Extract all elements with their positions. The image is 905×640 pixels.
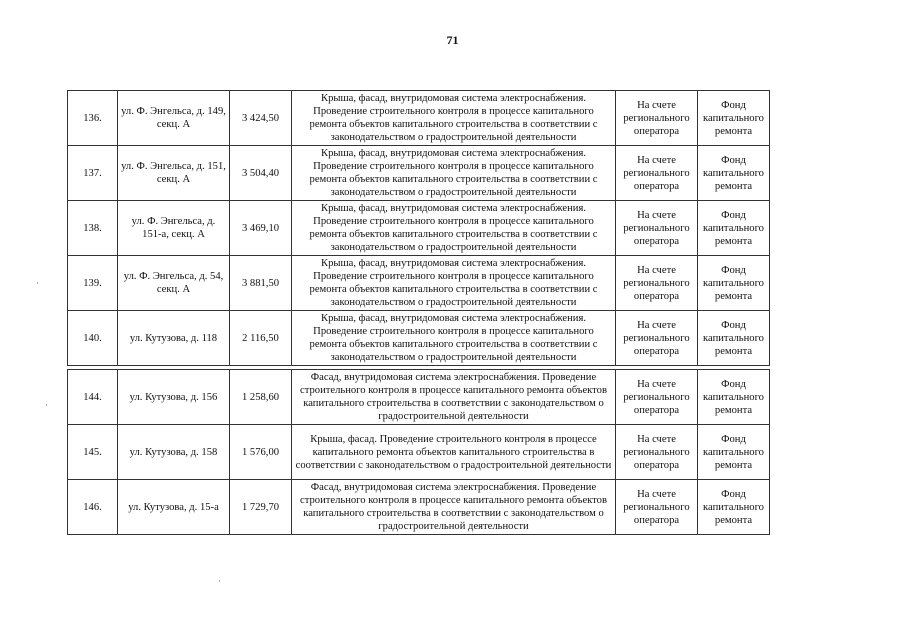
table-row — [68, 146, 770, 201]
area-cell: 3 424,50 — [230, 91, 292, 146]
address-cell: ул. Кутузова, д. 158 — [118, 425, 230, 480]
funding-source-cell: Фонд капитального ремонта — [698, 425, 770, 480]
row-number: 146. — [68, 480, 118, 535]
address-cell: ул. Ф. Энгельса, д. 151, секц. А — [118, 146, 230, 201]
account-cell: На счете регионального оператора — [616, 370, 698, 425]
address-cell: ул. Кутузова, д. 156 — [118, 370, 230, 425]
table-row — [68, 91, 770, 146]
row-number: 139. — [68, 256, 118, 311]
works-cell: Фасад, внутридомовая система электроснабжения. Проведение строительного контроля в процессе капитального ремонта объектов капитального строительства в соответствии с законодательством о градостроительной деятельности — [292, 480, 616, 535]
works-cell: Крыша, фасад, внутридомовая система электроснабжения. Проведение строительного контроля в процессе капитального ремонта объектов капитального строительства в соответствии с законодательством о градостроительной деятельности — [292, 146, 616, 201]
account-cell: На счете регионального оператора — [616, 425, 698, 480]
area-cell: 3 469,10 — [230, 201, 292, 256]
address-cell: ул. Ф. Энгельса, д. 149, секц. А — [118, 91, 230, 146]
funding-source-cell: Фонд капитального ремонта — [698, 201, 770, 256]
area-cell: 3 504,40 — [230, 146, 292, 201]
table-row — [68, 201, 770, 256]
funding-source-cell: Фонд капитального ремонта — [698, 146, 770, 201]
area-cell: 1 258,60 — [230, 370, 292, 425]
table-row — [68, 311, 770, 366]
row-number: 138. — [68, 201, 118, 256]
address-cell: ул. Кутузова, д. 15-а — [118, 480, 230, 535]
account-cell: На счете регионального оператора — [616, 256, 698, 311]
address-cell: ул. Ф. Энгельса, д. 54, секц. А — [118, 256, 230, 311]
area-cell: 3 881,50 — [230, 256, 292, 311]
table-row — [68, 480, 770, 535]
works-cell: Крыша, фасад, внутридомовая система электроснабжения. Проведение строительного контроля в процессе капитального ремонта объектов капитального строительства в соответствии с законодательством о градостроительной деятельности — [292, 311, 616, 366]
row-number: 144. — [68, 370, 118, 425]
page-number: 71 — [446, 33, 459, 47]
scan-speck: · — [218, 576, 221, 586]
area-cell: 1 729,70 — [230, 480, 292, 535]
area-cell: 2 116,50 — [230, 311, 292, 366]
area-cell: 1 576,00 — [230, 425, 292, 480]
address-cell: ул. Ф. Энгельса, д. 151-а, секц. А — [118, 201, 230, 256]
works-cell: Фасад, внутридомовая система электроснабжения. Проведение строительного контроля в процессе капитального ремонта объектов капитального строительства в соответствии с законодательством о градостроительной деятельности — [292, 370, 616, 425]
works-cell: Крыша, фасад. Проведение строительного контроля в процессе капитального ремонта объектов капитального строительства в соответствии с законодательством о градостроительной деятельности — [292, 425, 616, 480]
scan-speck: · — [45, 400, 48, 410]
funding-source-cell: Фонд капитального ремонта — [698, 480, 770, 535]
row-number: 140. — [68, 311, 118, 366]
table-row — [68, 370, 770, 425]
repair-table-top — [67, 90, 770, 366]
funding-source-cell: Фонд капитального ремонта — [698, 311, 770, 366]
table-row — [68, 425, 770, 480]
scan-speck: · — [36, 278, 39, 288]
works-cell: Крыша, фасад, внутридомовая система электроснабжения. Проведение строительного контроля в процессе капитального ремонта объектов капитального строительства в соответствии с законодательством о градостроительной деятельности — [292, 201, 616, 256]
row-number: 137. — [68, 146, 118, 201]
repair-table-bottom — [67, 369, 770, 535]
account-cell: На счете регионального оператора — [616, 201, 698, 256]
account-cell: На счете регионального оператора — [616, 480, 698, 535]
funding-source-cell: Фонд капитального ремонта — [698, 256, 770, 311]
account-cell: На счете регионального оператора — [616, 311, 698, 366]
funding-source-cell: Фонд капитального ремонта — [698, 91, 770, 146]
works-cell: Крыша, фасад, внутридомовая система электроснабжения. Проведение строительного контроля в процессе капитального ремонта объектов капитального строительства в соответствии с законодательством о градостроительной деятельности — [292, 91, 616, 146]
funding-source-cell: Фонд капитального ремонта — [698, 370, 770, 425]
address-cell: ул. Кутузова, д. 118 — [118, 311, 230, 366]
row-number: 145. — [68, 425, 118, 480]
row-number: 136. — [68, 91, 118, 146]
account-cell: На счете регионального оператора — [616, 91, 698, 146]
works-cell: Крыша, фасад, внутридомовая система электроснабжения. Проведение строительного контроля в процессе капитального ремонта объектов капитального строительства в соответствии с законодательством о градостроительной деятельности — [292, 256, 616, 311]
account-cell: На счете регионального оператора — [616, 146, 698, 201]
table-row — [68, 256, 770, 311]
